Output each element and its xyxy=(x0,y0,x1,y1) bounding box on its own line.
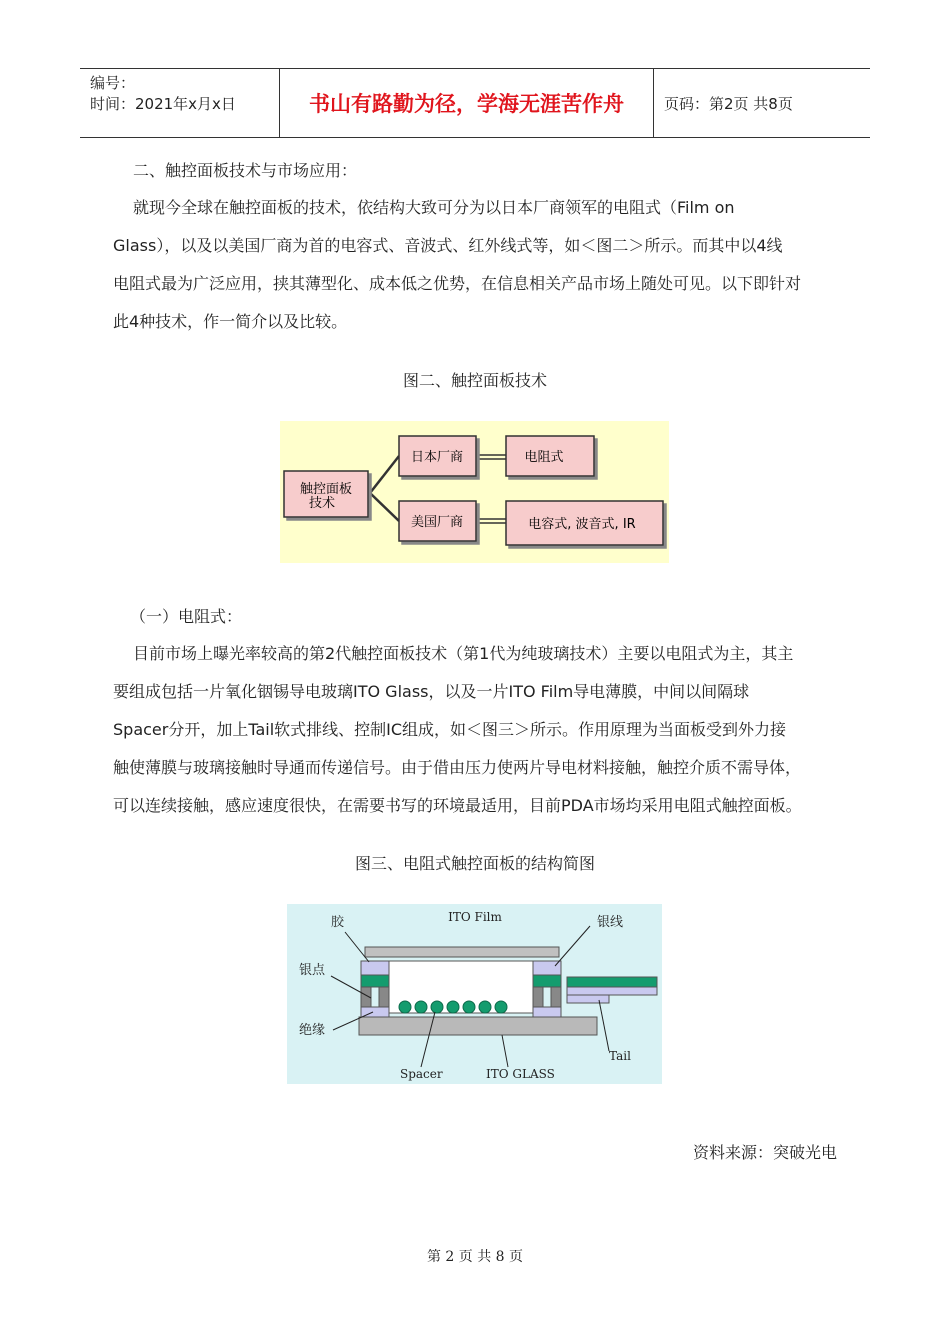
tail-top xyxy=(567,977,657,987)
label-usa: 美国厂商 xyxy=(410,515,464,530)
section2-heading: 二、触控面板技术与市场应用： xyxy=(133,161,358,180)
label-insulation: 绝缘 xyxy=(299,1023,326,1038)
right-silver xyxy=(533,975,561,987)
tail-bottom xyxy=(567,995,609,1003)
right-dot xyxy=(533,987,543,1007)
figure2-caption: 图二、触控面板技术 xyxy=(402,371,547,390)
para-line: 要组成包括一片氧化铟锡导电玻璃ITO Glass，以及一片ITO Film导电薄膜，中间以间隔球 xyxy=(113,682,750,701)
para-line: 触使薄膜与玻璃接触时导通而传递信号。由于借由压力使两片导电材料接触，触控介质不需导体， xyxy=(113,758,802,777)
label-root-2: 技术 xyxy=(308,496,336,511)
label-silver-dot: 银点 xyxy=(299,963,326,978)
figure3-caption: 图三、电阻式触控面板的结构简图 xyxy=(354,854,595,873)
resistive-paragraph xyxy=(113,635,838,825)
resistive-heading: （一）电阻式： xyxy=(130,607,243,626)
leader-ito-glass xyxy=(502,1035,508,1067)
spacer-ball xyxy=(463,1001,475,1013)
para-line: 此4种技术，作一简介以及比较。 xyxy=(113,312,348,331)
ito-glass-layer xyxy=(359,1017,597,1035)
label-root-1: 触控面板 xyxy=(299,482,353,497)
spacer-ball xyxy=(495,1001,507,1013)
arrow-to-usa xyxy=(370,493,399,521)
label-ito-film: ITO Film xyxy=(448,910,502,924)
header-motto: 书山有路勤为径，学海无涯苦作舟 xyxy=(280,69,654,137)
para-line: 目前市场上曝光率较高的第2代触控面板技术（第1代为纯玻璃技术）主要以电阻式为主，其主 xyxy=(133,644,794,663)
spacer-ball xyxy=(431,1001,443,1013)
page-footer: 第 2 页 共 8 页 xyxy=(426,1249,524,1265)
label-spacer: Spacer xyxy=(400,1067,443,1081)
label-resistive: 电阻式 xyxy=(524,450,564,465)
label-tail: Tail xyxy=(609,1049,631,1063)
para-line: Spacer分开，加上Tail软式排线、控制IC组成，如＜图三＞所示。作用原理为当面板受到外力接 xyxy=(113,720,787,739)
left-glue xyxy=(361,961,389,975)
page-header xyxy=(80,68,870,138)
figure3-diagram xyxy=(287,904,662,1084)
ito-film-layer xyxy=(365,947,559,957)
label-others: 电容式, 波音式, IR xyxy=(528,517,636,532)
right-dot-2 xyxy=(551,987,561,1007)
right-glue xyxy=(533,961,561,975)
header-page-info: 页码：第2页 共8页 xyxy=(664,94,793,113)
para-line: 可以连续接触，感应速度很快，在需要书写的环境最适用，目前PDA市场均采用电阻式触控面板。 xyxy=(113,796,802,815)
left-silver xyxy=(361,975,389,987)
spacer-ball xyxy=(479,1001,491,1013)
spacer-ball xyxy=(415,1001,427,1013)
figure2-svg xyxy=(280,421,669,563)
source-note: 资料来源：突破光电 xyxy=(692,1143,837,1162)
leader-silver-line xyxy=(555,926,590,966)
right-insulation xyxy=(533,1007,561,1017)
figure3-svg xyxy=(287,904,662,1084)
section2-paragraph xyxy=(113,189,838,341)
para-line: Glass），以及以美国厂商为首的电容式、音波式、红外线式等，如＜图二＞所示。而其中以4线 xyxy=(113,236,783,255)
spacer-ball xyxy=(447,1001,459,1013)
spacer-ball xyxy=(399,1001,411,1013)
tail-mid xyxy=(567,987,657,995)
left-dot-2 xyxy=(379,987,389,1007)
arrow-to-japan xyxy=(370,456,399,493)
para-line: 电阻式最为广泛应用，挟其薄型化、成本低之优势，在信息相关产品市场上随处可见。以下即针对 xyxy=(113,274,802,293)
para-line: 就现今全球在触控面板的技术，依结构大致可分为以日本厂商领军的电阻式（Film on xyxy=(133,198,735,217)
label-ito-glass: ITO GLASS xyxy=(486,1067,555,1081)
label-japan: 日本厂商 xyxy=(410,450,464,465)
header-number: 编号： xyxy=(90,74,136,92)
figure2-diagram xyxy=(280,421,669,563)
label-silver-line: 银线 xyxy=(597,915,624,930)
header-meta xyxy=(80,69,280,137)
label-glue: 胶 xyxy=(331,915,345,930)
header-date: 时间：2021年x月x日 xyxy=(90,95,236,113)
leader-tail xyxy=(599,1000,609,1051)
